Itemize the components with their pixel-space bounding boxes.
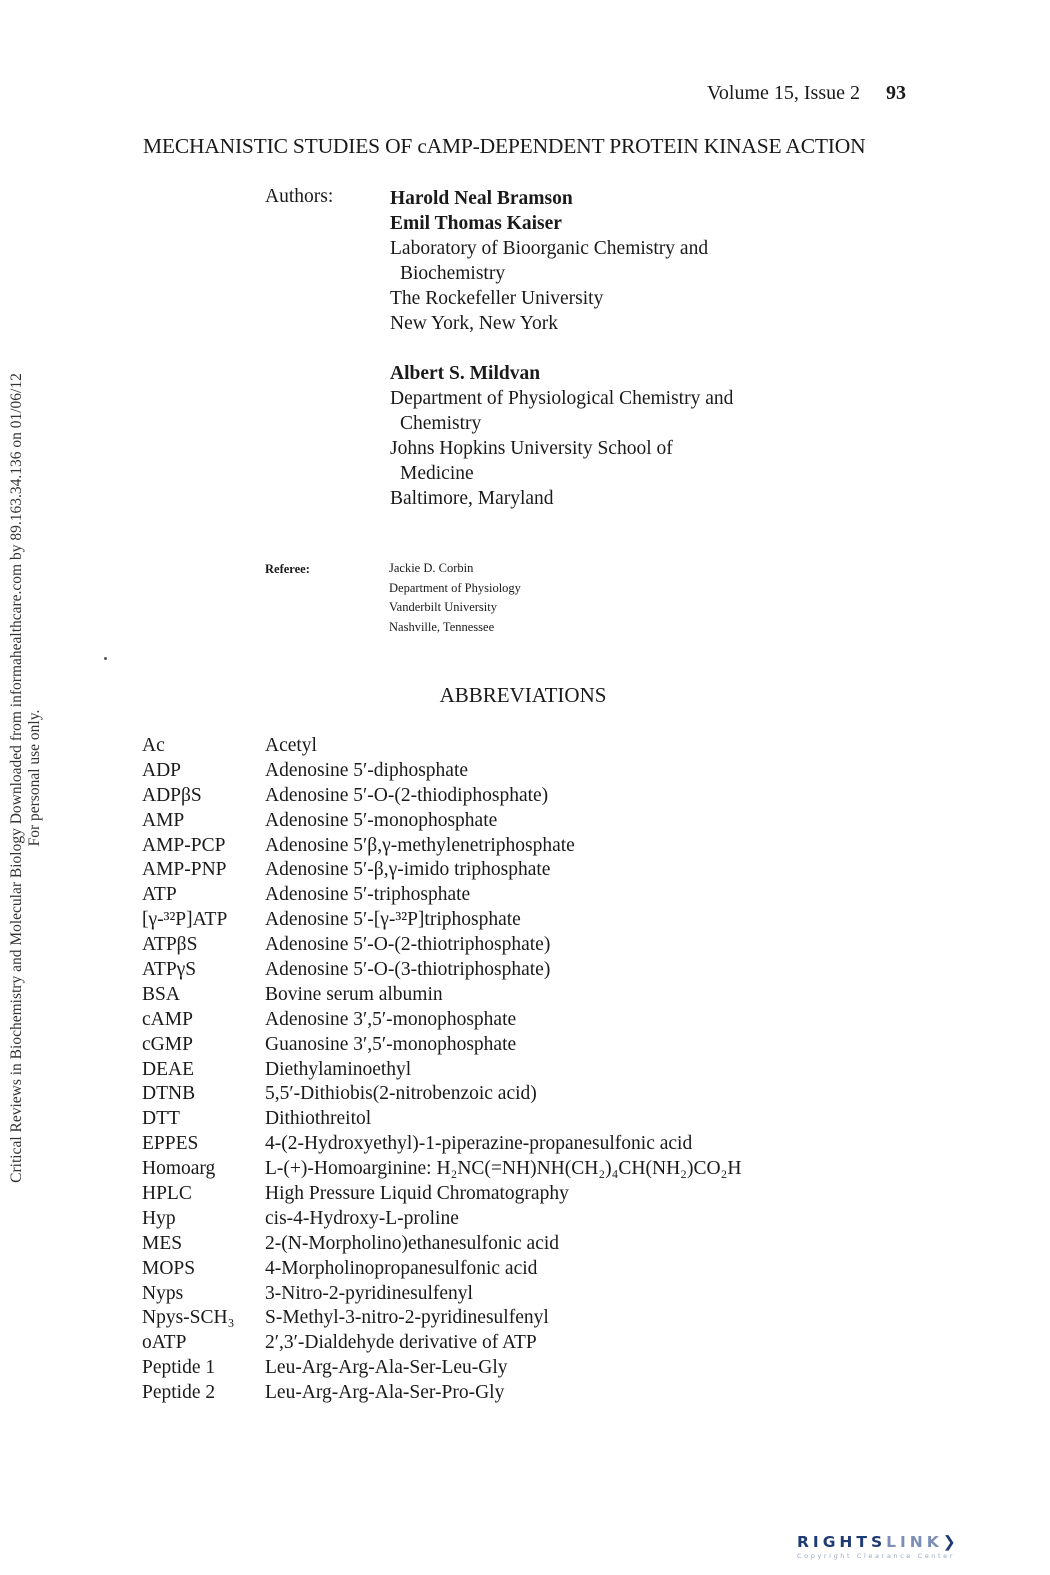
referee-line: Vanderbilt University	[389, 600, 497, 614]
abbreviation-definition: Adenosine 5′-[γ-³²P]triphosphate	[265, 909, 521, 931]
abbreviation-definition: Adenosine 3′,5′-monophosphate	[265, 1008, 517, 1030]
abbreviation-row	[142, 1331, 741, 1356]
referee-block	[389, 559, 521, 637]
referee-name: Jackie D. Corbin	[389, 561, 474, 575]
running-header	[640, 82, 906, 105]
referee-line: Department of Physiology	[389, 580, 521, 595]
abbreviation-term: ATPγS	[142, 959, 197, 981]
abbreviation-term: oATP	[142, 1332, 187, 1354]
abbreviation-row	[142, 1257, 741, 1282]
abbreviations-list	[142, 734, 741, 1406]
abbreviation-definition: 5,5′-Dithiobis(2-nitrobenzoic acid)	[265, 1083, 537, 1105]
abbreviation-row	[142, 1033, 741, 1058]
affiliation-line: Biochemistry	[400, 263, 506, 284]
volume-issue: Volume 15, Issue 2	[707, 82, 860, 104]
abbreviation-definition: S-Methyl-3-nitro-2-pyridinesulfenyl	[265, 1307, 549, 1329]
page-number: 93	[886, 82, 906, 104]
abbreviation-row	[142, 958, 741, 983]
abbreviation-definition: Diethylaminoethyl	[265, 1058, 412, 1080]
abbreviation-row	[142, 734, 741, 759]
author-name: Harold Neal Bramson	[390, 188, 573, 209]
abbreviation-term: MES	[142, 1232, 183, 1254]
abbreviation-term: DTNB	[142, 1083, 196, 1105]
abbreviation-definition: Adenosine 5′-O-(2-thiotriphosphate)	[265, 934, 551, 956]
affiliation-line: Chemistry	[400, 413, 482, 434]
authors-block	[390, 186, 733, 511]
referee-label: Referee:	[265, 562, 310, 576]
abbreviation-definition: Leu-Arg-Arg-Ala-Ser-Leu-Gly	[265, 1357, 508, 1379]
abbreviation-definition: Dithiothreitol	[265, 1108, 372, 1130]
abbreviation-term: HPLC	[142, 1183, 192, 1205]
rightslink-logo-part1: RIGHTS	[797, 1533, 887, 1551]
abbreviation-definition: Adenosine 5′-O-(3-thiotriphosphate)	[265, 959, 551, 981]
abbreviation-row	[142, 809, 741, 834]
abbreviation-term: Hyp	[142, 1207, 176, 1229]
abbreviation-definition: 3-Nitro-2-pyridinesulfenyl	[265, 1282, 473, 1304]
abbreviation-term: [γ-³²P]ATP	[142, 909, 228, 931]
abbreviation-term: DEAE	[142, 1058, 194, 1080]
abbreviation-row	[142, 1356, 741, 1381]
abbreviation-definition: High Pressure Liquid Chromatography	[265, 1183, 569, 1205]
affiliation-line: The Rockefeller University	[390, 288, 604, 309]
abbreviation-row	[142, 1232, 741, 1257]
abbreviation-row	[142, 1058, 741, 1083]
abbreviation-definition: 2-(N-Morpholino)ethanesulfonic acid	[265, 1232, 560, 1254]
abbreviation-row	[142, 883, 741, 908]
abbreviation-term: ADP	[142, 759, 182, 781]
stray-dot	[104, 657, 107, 660]
abbreviation-definition: Leu-Arg-Arg-Ala-Ser-Pro-Gly	[265, 1382, 505, 1404]
author-name: Albert S. Mildvan	[390, 363, 541, 384]
abbreviation-row	[142, 1282, 741, 1307]
abbreviation-definition: 4-Morpholinopropanesulfonic acid	[265, 1257, 538, 1279]
abbreviation-row	[142, 908, 741, 933]
abbreviation-row	[142, 834, 741, 859]
abbreviations-heading: ABBREVIATIONS	[439, 683, 607, 707]
abbreviation-definition: Acetyl	[265, 735, 317, 756]
abbreviation-definition: Adenosine 5′-triphosphate	[265, 884, 471, 906]
chevron-icon: ❯	[942, 1533, 960, 1551]
abbreviation-definition: 2′,3′-Dialdehyde derivative of ATP	[265, 1332, 537, 1354]
affiliation-line: Medicine	[400, 463, 474, 484]
abbreviation-row	[142, 858, 741, 883]
abbreviation-term: AMP-PNP	[142, 859, 227, 881]
affiliation-line: New York, New York	[390, 313, 558, 334]
abbreviation-term: DTT	[142, 1108, 180, 1130]
article-title: MECHANISTIC STUDIES OF cAMP-DEPENDENT PROTEIN KINASE ACTION	[143, 134, 866, 158]
abbreviation-term: AMP-PCP	[142, 834, 226, 856]
abbreviation-definition: Guanosine 3′,5′-monophosphate	[265, 1033, 517, 1055]
rightslink-logo-part2: LINK	[886, 1533, 943, 1551]
abbreviation-definition: Adenosine 5′-O-(2-thiodiphosphate)	[265, 784, 549, 806]
abbreviation-row	[142, 1008, 741, 1033]
abbreviation-row	[142, 1132, 741, 1157]
download-notice-line: Critical Reviews in Biochemistry and Molecular Biology Downloaded from informahealthcare.com by 89.163.34.136 on 01/06/12	[8, 373, 25, 1183]
abbreviation-definition: Adenosine 5′-β,γ-imido triphosphate	[265, 859, 551, 881]
abbreviation-row	[142, 1157, 741, 1182]
rightslink-tagline: Copyright Clearance Center	[797, 1552, 956, 1560]
abbreviation-row	[142, 933, 741, 958]
abbreviation-row	[142, 784, 741, 809]
abbreviation-definition: Adenosine 5′-monophosphate	[265, 809, 498, 831]
abbreviation-definition: L-(+)-Homoarginine: H₂NC(=NH)NH(CH₂)₄CH(NH₂)CO₂H	[265, 1158, 742, 1180]
abbreviation-row	[142, 983, 741, 1008]
abbreviation-term: ADPβS	[142, 784, 202, 806]
referee-line: Nashville, Tennessee	[389, 619, 495, 634]
abbreviation-term: ATP	[142, 884, 177, 906]
abbreviation-term: cAMP	[142, 1008, 193, 1030]
abbreviation-term: Homoarg	[142, 1158, 216, 1180]
affiliation-line: Johns Hopkins University School of	[390, 438, 673, 459]
abbreviation-row	[142, 1107, 741, 1132]
abbreviation-row	[142, 1306, 741, 1331]
affiliation-line: Department of Physiological Chemistry and	[390, 388, 734, 409]
abbreviation-definition: Adenosine 5′-diphosphate	[265, 759, 469, 781]
abbreviation-term: MOPS	[142, 1257, 196, 1279]
abbreviation-definition: 4-(2-Hydroxyethyl)-1-piperazine-propanesulfonic acid	[265, 1133, 693, 1155]
abbreviation-row	[142, 1082, 741, 1107]
abbreviation-term: Npys-SCH₃	[142, 1307, 235, 1329]
abbreviation-term: Nyps	[142, 1282, 184, 1304]
abbreviation-term: ATPβS	[142, 934, 198, 956]
abbreviation-row	[142, 1207, 741, 1232]
abbreviation-term: EPPES	[142, 1133, 199, 1155]
abbreviation-term: cGMP	[142, 1033, 193, 1055]
authors-label: Authors:	[265, 186, 334, 207]
abbreviation-row	[142, 759, 741, 784]
affiliation-line: Baltimore, Maryland	[390, 488, 554, 509]
abbreviation-term: Peptide 1	[142, 1357, 216, 1379]
affiliation-line: Laboratory of Bioorganic Chemistry and	[390, 238, 709, 259]
abbreviation-definition: Adenosine 5′β,γ-methylenetriphosphate	[265, 834, 575, 856]
abbreviation-term: Peptide 2	[142, 1382, 216, 1404]
abbreviation-term: BSA	[142, 983, 180, 1005]
download-notice	[8, 338, 44, 1218]
author-name: Emil Thomas Kaiser	[390, 213, 562, 234]
abbreviation-definition: Bovine serum albumin	[265, 983, 443, 1005]
download-notice-line: For personal use only.	[26, 709, 43, 847]
rightslink-logo[interactable]	[797, 1533, 1027, 1565]
abbreviation-definition: cis-4-Hydroxy-L-proline	[265, 1207, 459, 1229]
abbreviation-term: AMP	[142, 809, 185, 831]
abbreviation-row	[142, 1182, 741, 1207]
abbreviation-term: Ac	[142, 735, 165, 756]
abbreviation-row	[142, 1381, 741, 1406]
